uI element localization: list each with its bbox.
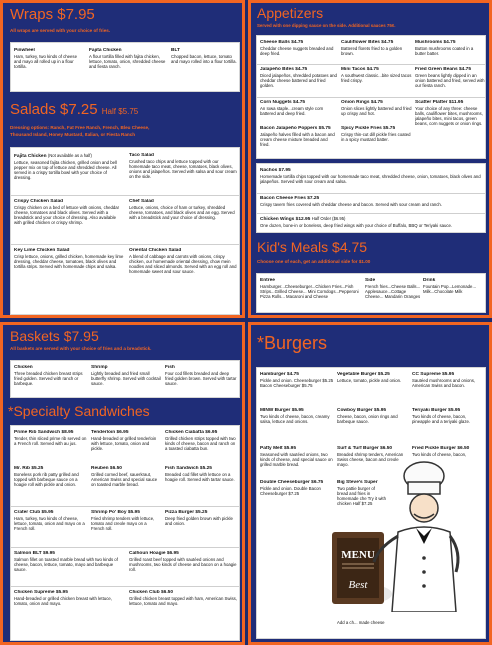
- wraps-subtitle: All wraps are served with your choice of fries.: [10, 28, 111, 33]
- item-desc: Two kinds of cheese, bacon, pineapple and a teriyaki glaze.: [412, 414, 471, 425]
- sandwiches-box: [10, 425, 240, 641]
- salads-title: [10, 101, 138, 118]
- item-name: Calhoun Hoagie $6.95: [129, 551, 179, 556]
- item-name: Fajita Chicken: [89, 48, 122, 53]
- item-name-text: Fajita Chicken: [14, 154, 47, 159]
- menu-item: [260, 40, 338, 56]
- item-name: Nachos $7.95: [260, 168, 291, 173]
- logo-menu-text: MENU: [341, 549, 375, 561]
- sandwiches-title: *Specialty Sandwiches: [8, 403, 150, 419]
- menu-item: [14, 365, 88, 386]
- item-desc: Boneless pork rib patty grilled and topped with barbeque sauce on a hoagie roll with pickle and onion.: [14, 472, 79, 488]
- appetizers-kids-page: [248, 0, 492, 318]
- menu-item: [260, 446, 334, 467]
- item-desc: Green beans lightly dipped in an onion battered and fried, served with our fiesta ranch.: [415, 73, 485, 89]
- item-name: Chicken Ciabatta $6.95: [165, 430, 218, 435]
- item-name: Reuben $6.50: [91, 466, 122, 471]
- item-name: Salmon BLT $9.95: [14, 551, 55, 556]
- menu-item: [129, 590, 237, 606]
- menu-item: [14, 248, 124, 269]
- item-desc: Grilled chicken strips topped with two kinds of cheese, bacon and ranch on a toasted ciabatta bun.: [165, 436, 236, 452]
- menu-item: [260, 372, 334, 388]
- item-name: Big Steve's Super: [337, 480, 378, 485]
- menu-item: [171, 48, 239, 64]
- divider: [11, 547, 239, 548]
- item-name: Bacon Jalapeño Poppers $5.75: [260, 126, 331, 131]
- menu-item: [260, 196, 482, 207]
- item-name: Chicken Supreme $5.95: [14, 590, 68, 595]
- item-desc: Button mushrooms coated in a butter batter.: [415, 46, 474, 57]
- item-desc: Seasoned with sautéed onions, two kinds of cheese, and special sauce on grilled marble bread.: [260, 452, 333, 468]
- item-name: Chicken: [14, 365, 33, 370]
- item-name: [260, 216, 482, 223]
- item-desc: Ham, turkey, two kinds of cheese, lettuce, tomato, onion and mayo on a French roll.: [14, 516, 85, 532]
- item-name: Cowboy Burger $5.95: [337, 408, 387, 413]
- item-name: Cheese Balls $4.75: [260, 40, 304, 45]
- item-name: Prime Rib Sandwich $8.95: [14, 430, 74, 435]
- menu-item: [415, 67, 485, 88]
- item-name: Mini Tacos $4.75: [341, 67, 379, 72]
- item-name: Mushrooms $4.75: [415, 40, 456, 45]
- item-desc: Deep fried golden brown with pickle and onion.: [165, 516, 233, 527]
- item-name: Crispy Chicken Salad: [14, 199, 64, 204]
- menu-item: [14, 551, 124, 572]
- item-name: Fried Pickle Burger $6.50: [412, 446, 470, 451]
- menu-item: [260, 126, 338, 147]
- appetizers-wide-box: [256, 163, 486, 233]
- item-desc: Crispy thin-cut dill pickle fries coated in a spicy mustard batter.: [341, 132, 411, 143]
- item-name: Teriyaki Burger $5.95: [412, 408, 461, 413]
- item-desc: Your choice of any three: cheese balls, cauliflower bites, mushrooms, jalapeño bites, mini tacos, green beans, corn nuggets or onion rings.: [415, 106, 483, 127]
- chef-menu-illustration: [328, 452, 468, 612]
- item-name: Fried Green Beans $4.75: [415, 67, 471, 72]
- item-desc: A southwest classic...bite sized tacos fried crispy.: [341, 73, 412, 84]
- item-desc: A blend of cabbage and carrots with onions, crispy chicken, our homemade oriental dressing, chow mein noodles and sliced almonds. Served with an egg roll and homemade sweet and sour sauce.: [129, 254, 237, 275]
- kids-title: Kid's Meals $4.75: [257, 239, 368, 255]
- divider: [257, 97, 485, 98]
- item-name: Jalapeño Bites $4.75: [260, 67, 308, 72]
- item-desc: Diced jalapeños, shredded potatoes and cheddar cheese battered and fried golden.: [260, 73, 337, 89]
- divider: [11, 195, 239, 196]
- menu-item: [423, 278, 485, 294]
- wraps-salads-page: [0, 0, 245, 318]
- item-desc: Cheese, bacon, onion rings and barbeque sauce.: [337, 414, 398, 425]
- divider: [11, 506, 239, 507]
- item-name: CC Supreme $5.95: [412, 372, 455, 377]
- item-desc: Chopped bacon, lettuce, tomato and mayo rolled into a flour tortilla.: [171, 54, 237, 65]
- appetizers-subtitle: Served with one dipping sauce on the side. Additional sauces 75¢.: [257, 23, 396, 28]
- item-name: Vegetable Burger $5.25: [337, 372, 390, 377]
- item-desc: Lettuce, tomato, pickle and onion.: [337, 378, 402, 383]
- menu-item: [412, 372, 484, 388]
- button-icon: [422, 584, 426, 588]
- item-name: Fish: [165, 365, 175, 370]
- item-desc: Pickle and onion. Double Bacon Cheeseburger $7.25: [260, 486, 321, 497]
- menu-fragment: Add a ch... made cheese: [337, 620, 385, 625]
- item-name: Pizza Burger $5.25: [165, 510, 208, 515]
- item-name: BLT: [171, 48, 180, 53]
- menu-item: [337, 372, 409, 383]
- item-desc: Lettuce, seasoned fajita chicken, grilled onion and bell pepper mix on top of lettuce and shredded cheese. All served in a crispy tortilla bowl with your choice of dressing.: [14, 160, 117, 181]
- item-name: Crater Club $5.95: [14, 510, 54, 515]
- menu-item: [415, 100, 485, 126]
- menu-item: [260, 278, 360, 299]
- item-name: Patty Melt $5.95: [260, 446, 296, 451]
- menu-item: [260, 168, 482, 184]
- menu-item: [341, 67, 413, 83]
- item-desc: Crispy tavern fries covered with cheddar cheese and bacon. Served with sour cream and ranch.: [260, 202, 442, 207]
- item-desc: Fried shrimp tenders with lettuce, tomato and creole mayo on a French roll.: [91, 516, 155, 532]
- item-desc: Two kinds of cheese, bacon,: [412, 452, 467, 457]
- divider: [257, 64, 485, 65]
- divider: [257, 193, 485, 194]
- item-name: Scatter Platter $11.95: [415, 100, 464, 105]
- menu-item: [260, 67, 338, 88]
- item-desc: Two kinds of cheese, bacon, creamy salsa, lettuce and onions.: [260, 414, 330, 425]
- menu-item: [337, 408, 409, 424]
- baskets-subtitle: All baskets are served with your choice of fries and a breadstick.: [10, 346, 152, 351]
- menu-item: [165, 466, 237, 482]
- item-name: Onion Rings $4.75: [341, 100, 383, 105]
- item-desc: Pickle and onion. Cheeseburger $5.25 Bacon Cheeseburger $5.75: [260, 378, 334, 389]
- item-name: Side: [365, 278, 376, 283]
- item-name: Chef Salad: [129, 199, 154, 204]
- item-desc: Lightly breaded and fried small butterfly shrimp. Served with cocktail sauce.: [91, 371, 161, 387]
- item-name: Surf & Turf Burger $6.50: [337, 446, 393, 451]
- item-desc: Salmon fillet on toasted marble bread with two kinds of cheese, bacon, lettuce, tomato, mayo and barbeque sauce.: [14, 557, 118, 573]
- menu-item: [415, 40, 485, 56]
- menu-item: [341, 100, 413, 116]
- item-desc: Breaded shrimp tenders, American Swiss cheese, bacon and creole mayo.: [337, 452, 404, 468]
- menu-item: [14, 153, 124, 180]
- menu-item: [91, 430, 161, 451]
- item-desc: One dozen, bone-in or boneless, deep fried wings with your choice of Buffalo, BBQ or Teriyaki sauce.: [260, 223, 453, 228]
- kids-subtitle: Choose one of each, get an additional side for $1.00: [257, 259, 371, 264]
- menu-item: [365, 278, 421, 299]
- item-desc: French fries...Cheese Balls... Applesauce...Cottage Cheese... Mandarin Oranges: [365, 284, 421, 300]
- baskets-sandwiches-page: [0, 322, 245, 645]
- chef-hat-band: [408, 482, 440, 494]
- item-name: Cauliflower Bites $4.75: [341, 40, 394, 45]
- item-name: Shrimp Po' Boy $5.95: [91, 510, 140, 515]
- salads-title-text: Salads $7.25: [10, 101, 98, 118]
- menu-item: [341, 40, 413, 56]
- item-desc: Cheddar cheese nuggets breaded and deep fried.: [260, 46, 334, 57]
- item-desc: Crushed taco chips and lettuce topped with our homemade taco meat, cheese, tomatoes, black olives, onions and jalapeños. Served with salsa and sour cream on the side.: [129, 159, 237, 180]
- item-desc: An Iowa staple...cream style corn battered and deep fried.: [260, 106, 324, 117]
- menu-item: [91, 510, 161, 531]
- item-desc: Breaded cod fillet with lettuce on a hoagie roll. Served with tartar sauce.: [165, 472, 235, 483]
- item-name-text: Chicken Wings $12.95: [260, 217, 311, 222]
- button-icon: [422, 556, 426, 560]
- item-name: Tenderloin $6.95: [91, 430, 129, 435]
- wraps-box: [10, 42, 240, 92]
- menu-item: [165, 430, 237, 451]
- item-desc: Crispy chicken on a bed of lettuce with onions, cheddar cheese, tomatoes and black olives. Served with a breadstick and your choice of dressing. Also available with grilled chicken or crispy shrimp.: [14, 205, 120, 226]
- menu-item: [129, 551, 237, 572]
- menu-item: [341, 126, 413, 142]
- item-desc: Tender, thin sliced prime rib served on a French roll. Served with au jus.: [14, 436, 87, 447]
- item-desc: Hand-breaded or grilled tenderloin with lettuce, tomato, onion and pickle.: [91, 436, 157, 452]
- item-note: Half Order ($6.95): [311, 216, 346, 221]
- salads-box: [10, 147, 240, 315]
- menu-item: [129, 199, 237, 220]
- menu-item: [260, 408, 334, 424]
- item-name: Double Cheeseburger $6.75: [260, 480, 324, 485]
- item-name: [14, 153, 124, 160]
- item-desc: Jalapeño halves filled with a bacon and cream cheese mixture breaded and fried.: [260, 132, 335, 148]
- menu-item: [89, 48, 169, 69]
- divider: [11, 244, 239, 245]
- menu-item: [129, 248, 237, 274]
- divider: [11, 586, 239, 587]
- menu-item: [91, 365, 161, 386]
- item-name: Drink: [423, 278, 436, 283]
- menu-item: [14, 430, 88, 446]
- menu-item: [165, 510, 237, 526]
- item-note: (Not available as a half): [47, 153, 92, 158]
- item-name: Hamburger $4.75: [260, 372, 299, 377]
- item-name: Mr. Rib $5.25: [14, 466, 44, 471]
- item-name: Taco Salad: [129, 153, 154, 158]
- item-name: Shrimp: [91, 365, 108, 370]
- appetizers-box: [256, 35, 486, 159]
- menu-item: [129, 153, 237, 179]
- salads-half-price: Half $5.75: [101, 107, 139, 116]
- item-desc: Lettuce, onions, choice of ham or turkey, shredded cheese, tomatoes, and black olives and an egg. Served with a breadstick and your choice of dressing.: [129, 205, 235, 221]
- baskets-box: [10, 360, 240, 398]
- wraps-title: Wraps $7.95: [10, 6, 95, 23]
- item-desc: Homemade tortilla chips topped with our homemade taco meat, shredded cheese, onion, tomatoes, black olives and jalapeños. Served with sour cream and salsa.: [260, 174, 481, 185]
- item-name: Pinwheel: [14, 48, 35, 53]
- salads-dressing-line2: Thousand Island, Honey Mustard, Italian, or Fiesta Ranch: [10, 132, 136, 137]
- item-name: Key Lime Chicken Salad: [14, 248, 70, 253]
- item-name: Corn Nuggets $4.75: [260, 100, 306, 105]
- item-desc: Battered florets fried to a golden brown.: [341, 46, 403, 57]
- item-name: Bacon Cheese Fries $7.25: [260, 196, 320, 201]
- logo-best-text: Best: [348, 579, 368, 591]
- item-name: Fish Sandwich $5.25: [165, 466, 212, 471]
- menu-item: [14, 199, 124, 225]
- item-name: Chicken Club $6.50: [129, 590, 173, 595]
- menu-item: [260, 216, 482, 228]
- item-desc: Onion slices lightly battered and fried up crispy and hot.: [341, 106, 412, 117]
- item-desc: Three breaded chicken breast strips fried golden. Served with ranch or barbeque.: [14, 371, 83, 387]
- kids-box: [256, 273, 486, 313]
- item-desc: Fountain Pop...Lemonade... Milk...Chocolate Milk: [423, 284, 477, 295]
- item-desc: Grilled chicken breast topped with ham, American Swiss, lettuce, tomato and mayo.: [129, 596, 237, 607]
- menu-item: [91, 466, 161, 487]
- menu-item: [412, 408, 484, 424]
- menu-item: [14, 510, 88, 531]
- item-desc: Crisp lettuce, onions, grilled chicken, homemade key lime dressing, cheddar cheese, tomatoes, black olives and tortilla strips. Served with homemade chips and salsa.: [14, 254, 124, 270]
- item-desc: Hand-breaded or grilled chicken breast with lettuce, tomato, onion and mayo.: [14, 596, 112, 607]
- item-name: Oriental Chicken Salad: [129, 248, 182, 253]
- item-desc: Sautéed mushrooms and onions, American Swiss and bacon.: [412, 378, 476, 389]
- item-desc: Two pattie burger of bread and fries in homemade che Try it with chicken Half $7.25: [337, 486, 386, 507]
- item-desc: Grilled roast beef topped with sautéed onions and mushrooms, two kinds of cheese and bacon on a hoagie roll.: [129, 557, 237, 573]
- menu-item: [165, 365, 237, 386]
- appetizers-title: Appetizers: [257, 5, 324, 21]
- item-desc: Ham, turkey, two kinds of cheese and mayo all rolled up in a flour tortilla.: [14, 54, 77, 70]
- menu-item: [260, 100, 338, 116]
- item-desc: A flour tortilla filled with fajita chicken, lettuce, tomato, onion, shredded cheese and fiesta ranch.: [89, 54, 166, 70]
- item-name: Spicy Pickle Fries $5.75: [341, 126, 396, 131]
- divider: [257, 213, 485, 214]
- salads-dressing-line1: Dressing options: Ranch, Fat Free Ranch, French, Bleu Cheese,: [10, 125, 150, 130]
- menu-item: [14, 466, 88, 487]
- item-desc: Hamburger...Cheeseburger...Chicken Fries...Fish Strips...Grilled Cheese... Mini Corndogs...Pepperoni Pizza Rolls... Macaroni and Cheese: [260, 284, 359, 300]
- menu-item: [260, 480, 334, 496]
- button-icon: [422, 570, 426, 574]
- item-name: MINW Burger $5.95: [260, 408, 304, 413]
- item-desc: Grilled corned beef, sauerkraut, American Swiss and special sauce on toasted marble bread.: [91, 472, 158, 488]
- item-desc: Four cod fillets breaded and deep fried golden brown. Served with tartar sauce.: [165, 371, 237, 387]
- menu-item: [14, 590, 124, 606]
- item-name: Entrée: [260, 278, 275, 283]
- menu-item: [14, 48, 84, 69]
- burgers-title: *Burgers: [257, 333, 328, 353]
- baskets-title: Baskets $7.95: [10, 328, 99, 344]
